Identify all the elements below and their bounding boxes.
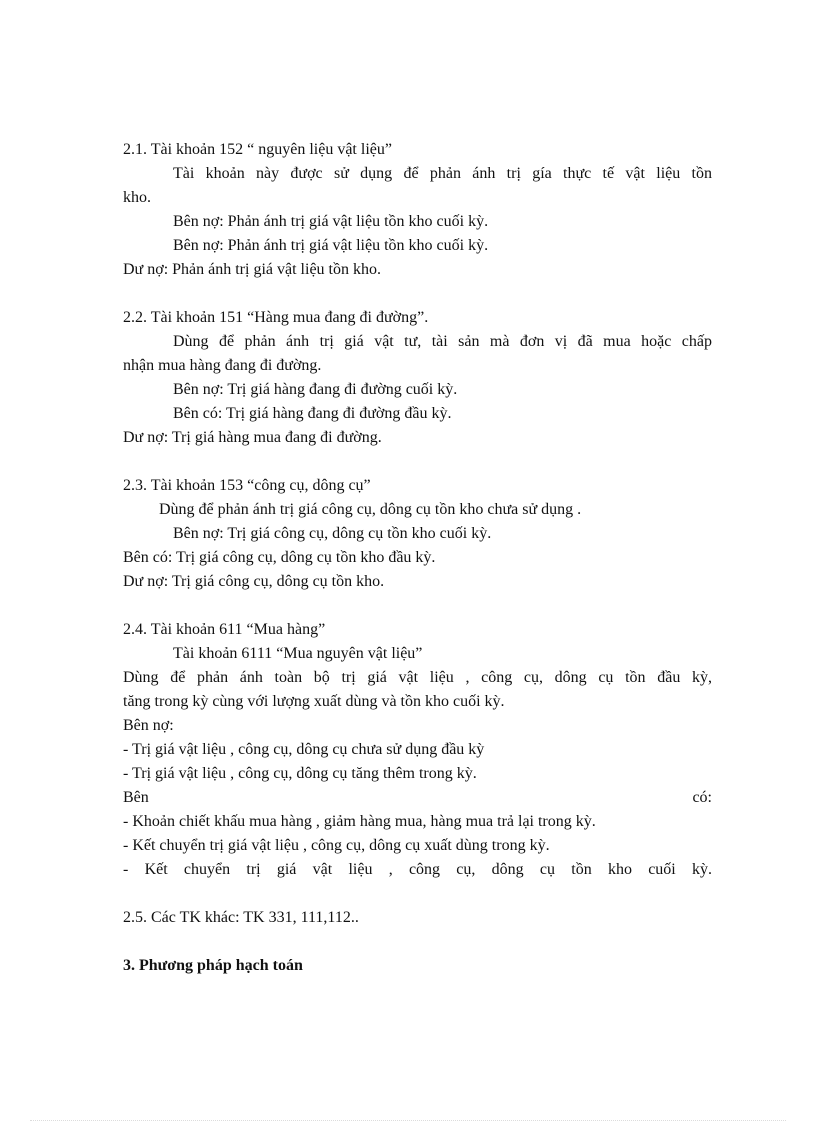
section-2-4-debit-item: - Trị giá vật liệu , công cụ, dông cụ chưa sử dụng đầu kỳ <box>123 741 485 758</box>
credit-label-left: Bên <box>123 789 149 806</box>
section-2-2-debit: Bên nợ: Trị giá hàng đang đi đường cuối kỳ. <box>173 381 458 398</box>
section-2-2-description-cont: nhận mua hàng đang đi đường. <box>123 357 322 374</box>
credit-label-right: có: <box>692 789 712 806</box>
section-2-3-description: Dùng để phản ánh trị giá công cụ, dông cụ tồn kho chưa sử dụng . <box>159 501 582 518</box>
section-2-1-debit-repeat: Bên nợ: Phản ánh trị giá vật liệu tồn kho cuối kỳ. <box>173 237 489 254</box>
section-2-2-credit: Bên có: Trị giá hàng đang đi đường đầu kỳ. <box>173 405 452 422</box>
section-2-4-credit-item: - Kết chuyển trị giá vật liệu , công cụ, dông cụ tồn kho cuối kỳ. <box>123 861 712 878</box>
section-2-3-credit: Bên có: Trị giá công cụ, dông cụ tồn kho đầu kỳ. <box>123 549 436 566</box>
section-2-4-credit-item: - Kết chuyển trị giá vật liệu , công cụ, dông cụ xuất dùng trong kỳ. <box>123 837 550 854</box>
section-2-3-balance: Dư nợ: Trị giá công cụ, dông cụ tồn kho. <box>123 573 385 590</box>
section-2-4-description: Dùng để phản ánh toàn bộ trị giá vật liệu , công cụ, dông cụ tồn đầu kỳ, <box>123 669 712 686</box>
section-2-2-balance: Dư nợ: Trị giá hàng mua đang đi đường. <box>123 429 382 446</box>
section-2-5-heading: 2.5. Các TK khác: TK 331, 111,112.. <box>123 909 359 926</box>
section-2-4-subheading: Tài khoản 6111 “Mua nguyên vật liệu” <box>173 645 423 662</box>
section-2-1-heading: 2.1. Tài khoản 152 “ nguyên liệu vật liệu” <box>123 141 392 158</box>
section-2-4-credit-label <box>123 786 712 810</box>
section-2-3-heading: 2.3. Tài khoản 153 “công cụ, dông cụ” <box>123 477 371 494</box>
section-2-4-debit-item: - Trị giá vật liệu , công cụ, dông cụ tăng thêm trong kỳ. <box>123 765 477 782</box>
section-2-1-balance: Dư nợ: Phản ánh trị giá vật liệu tồn kho. <box>123 261 381 278</box>
spacer <box>123 282 712 306</box>
section-2-2-heading: 2.2. Tài khoản 151 “Hàng mua đang đi đường”. <box>123 309 429 326</box>
section-2-3-debit: Bên nợ: Trị giá công cụ, dông cụ tồn kho cuối kỳ. <box>173 525 492 542</box>
section-2-4-heading: 2.4. Tài khoản 611 “Mua hàng” <box>123 621 326 638</box>
spacer <box>123 930 712 954</box>
section-2-1-description-cont: kho. <box>123 189 151 206</box>
section-2-4-credit-item: - Khoản chiết khấu mua hàng , giảm hàng mua, hàng mua trả lại trong kỳ. <box>123 813 596 830</box>
spacer <box>123 882 712 906</box>
section-2-4-description-cont: tăng trong kỳ cùng với lượng xuất dùng và tồn kho cuối kỳ. <box>123 693 505 710</box>
spacer <box>123 594 712 618</box>
page-bottom-rule <box>30 1120 786 1121</box>
document-page <box>123 138 712 978</box>
section-2-4-debit-label: Bên nợ: <box>123 717 174 734</box>
section-2-1-debit: Bên nợ: Phản ánh trị giá vật liệu tồn kho cuối kỳ. <box>173 213 489 230</box>
section-2-2-description: Dùng để phản ánh trị giá vật tư, tài sản mà đơn vị đã mua hoặc chấp <box>173 333 712 350</box>
section-3-heading: 3. Phương pháp hạch toán <box>123 957 303 974</box>
spacer <box>123 450 712 474</box>
section-2-1-description: Tài khoản này được sử dụng để phản ánh trị gía thực tế vật liệu tồn <box>173 165 712 182</box>
